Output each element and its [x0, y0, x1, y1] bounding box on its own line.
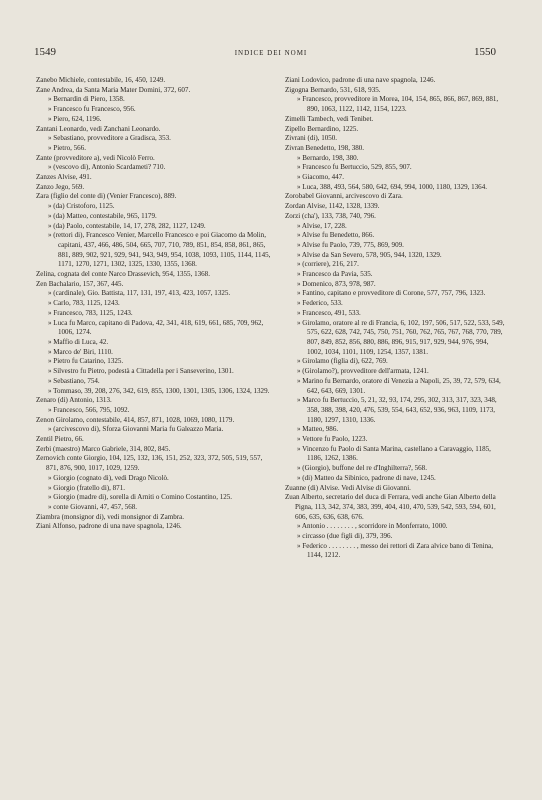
index-entry: » Carlo, 783, 1125, 1243.: [48, 299, 120, 308]
index-entry: » (di) Matteo da Sibinico, padrone di nave, 1245.: [297, 473, 436, 482]
index-entry: » (Giorgio), buffone del re d'Inghilterra?, 568.: [297, 464, 427, 473]
index-entry: » (Girolamo?), provveditore dell'armata, 1241.: [297, 367, 429, 376]
index-entry: » Silvestro fu Pietro, podestà a Cittadella per i Sanseverino, 1301.: [48, 367, 234, 376]
index-entry: Zen Bachalario, 157, 367, 445.: [36, 279, 124, 288]
index-entry: » Francesco, 491, 533.: [297, 308, 361, 317]
index-entry: » Francesco da Pavia, 535.: [297, 270, 373, 279]
index-entry: » Pietro, 566.: [48, 143, 86, 152]
index-entry: » Sebastiano, 754.: [48, 376, 100, 385]
index-entry: » Matteo, 986.: [297, 425, 339, 434]
index-entry: » Pietro fu Catarino, 1325.: [48, 357, 124, 366]
index-entry: » Piero, 624, 1196.: [48, 114, 102, 123]
index-entry: » Fantino, capitano e provveditore di Corone, 577, 757, 796, 1323.: [297, 289, 486, 298]
index-entry: » Vincenzo fu Paolo di Santa Marina, castellano a Caravaggio, 1185, 1186, 1262, 1386.: [297, 444, 491, 463]
index-entry: » Bernardo, 198, 380.: [297, 153, 359, 162]
index-entry: » Giorgio (cognato di), vedi Drago Nicolò.: [48, 473, 169, 482]
index-entry: Zanzo Jego, 569.: [36, 182, 85, 191]
index-entry: » Alvise fu Benedetto, 866.: [297, 231, 375, 240]
index-entry: » (da) Matteo, contestabile, 965, 1179.: [48, 211, 157, 220]
index-entry: Zordan Alvise, 1142, 1328, 1339.: [285, 202, 380, 211]
index-entry: » Maffio di Luca, 42.: [48, 337, 109, 346]
right-index-column: [285, 76, 505, 561]
index-entry: Zelina, cognata del conte Narco Drassevich, 954, 1355, 1368.: [36, 270, 210, 279]
index-entry: Zerbi (maestro) Marco Gabriele, 314, 802, 845.: [36, 444, 171, 453]
index-entry: » Sebastiano, provveditore a Gradisca, 353.: [48, 134, 171, 143]
index-entry: » circasso (due figli di), 379, 396.: [297, 532, 393, 541]
running-title: INDICE DEI NOMI: [234, 49, 308, 57]
index-entry: » Francesco, 566, 795, 1092.: [48, 405, 130, 414]
index-entry: Ziani Alfonso, padrone di una nave spagnola, 1246.: [36, 522, 182, 531]
index-entry: » conte Giovanni, 47, 457, 568.: [48, 502, 138, 511]
index-entry: Zuanne (di) Alvise. Vedi Alvise di Giovanni.: [285, 483, 411, 492]
index-entry: Zigogna Bernardo, 531, 618, 935.: [285, 85, 381, 94]
index-entry: Zenon Girolamo, contestabile, 414, 857, 871, 1028, 1069, 1080, 1179.: [36, 415, 235, 424]
index-entry: Zuan Alberto, secretario del duca di Ferrara, vedi anche Gian Alberto della Pigna, 113, 342, 374, 383, 399, 404, 410, 470, 539, 542, 593, 594, 601, 606, 635, 636, 638, 676.: [285, 493, 496, 521]
index-entry: » (vescovo di), Antonio Scardameti? 710.: [48, 163, 166, 172]
index-entry: Zimelli Tambech, vedi Tenibet.: [285, 114, 374, 123]
index-entry: » (rettori di), Francesco Venier, Marcello Francesco e poi Giacomo da Molin, capitani, 437, 466, 486, 504, 665, 707, 710, 789, 851, 854, 858, 861, 865, 881, 889, 902, 921, 929, 941, 943, 949, 954, 1038, 1093, 1105, 1144, 1145, 1171, 1270, 1271, 1302, 1325, 1330, 1355, 1368.: [48, 231, 271, 269]
index-entry: » Luca, 388, 493, 564, 580, 642, 694, 994, 1000, 1180, 1329, 1364.: [297, 182, 487, 191]
index-entry: » Girolamo, oratore al re di Francia, 6, 102, 197, 506, 517, 522, 533, 549, 575, 622, 628, 742, 745, 750, 751, 760, 762, 765, 767, 768, 770, 789, 807, 849, 852, 856, 880, 886, 896, 915, 917, 929, 944, 976, 994, 1002, 1034, 1101, 1109, 1254, 1357, 1381.: [297, 318, 505, 356]
index-entry: Zentil Pietro, 66.: [36, 435, 84, 444]
index-entry: » Francesco, provveditore in Morea, 104, 154, 865, 866, 867, 869, 881, 890, 1063, 1122, 1142, 1154, 1223.: [297, 95, 499, 114]
index-entry: » Giorgio (madre di), sorella di Arniti o Comino Costantino, 125.: [48, 493, 233, 502]
index-entry: » (da) Cristoforo, 1125.: [48, 202, 115, 211]
index-entry: » Federico . . . . . . . . , messo dei rettori di Zara alvice bano di Tenina, 1144, 1212.: [297, 541, 494, 560]
index-entry: » Marco de' Biri, 1110.: [48, 347, 113, 356]
index-entry: » Marino fu Bernardo, oratore di Venezia a Napoli, 25, 39, 72, 579, 634, 642, 643, 669, 1301.: [297, 376, 501, 395]
index-entry: » Vettore fu Paolo, 1223.: [297, 435, 368, 444]
index-entry: » (cardinale), Gio. Battista, 117, 131, 197, 413, 423, 1057, 1325.: [48, 289, 231, 298]
index-entry: » Alvise da San Severo, 578, 905, 944, 1320, 1329.: [297, 250, 442, 259]
index-entry: » Francesco fu Francesco, 956.: [48, 105, 136, 114]
left-page-number: 1549: [34, 46, 56, 58]
index-entry: » Alvise, 17, 228.: [297, 221, 347, 230]
right-page-number: 1550: [474, 46, 496, 58]
index-entry: » Francesco fu Bertuccio, 529, 855, 907.: [297, 163, 412, 172]
index-entry: Ziambra (monsignor di), vedi monsignor di Zambra.: [36, 512, 184, 521]
index-entry: Zipello Bernardino, 1225.: [285, 124, 359, 133]
index-entry: » Giorgio (fratello di), 871.: [48, 483, 125, 492]
index-entry: » Francesco, 783, 1125, 1243.: [48, 308, 133, 317]
index-entry: Zivran Benedetto, 198, 380.: [285, 143, 365, 152]
index-entry: » Antonio . . . . . . . . , scorridore in Monferrato, 1000.: [297, 522, 448, 531]
index-entry: Zanzes Alvise, 491.: [36, 173, 92, 182]
index-entry: » Domenico, 873, 978, 987.: [297, 279, 376, 288]
index-entry: » Giacomo, 447.: [297, 173, 344, 182]
index-entry: Zorobabel Giovanni, arcivescovo di Zara.: [285, 192, 403, 201]
index-entry: » Bernardin di Piero, 1358.: [48, 95, 125, 104]
index-entry: Ziani Lodovico, padrone di una nave spagnola, 1246.: [285, 76, 436, 84]
index-entry: » Luca fu Marco, capitano di Padova, 42, 341, 418, 619, 661, 685, 709, 962, 1006, 1274.: [48, 318, 264, 337]
index-entry: Zernovich conte Giorgio, 104, 125, 132, 136, 151, 252, 323, 372, 505, 519, 557, 871, 876, 900, 1017, 1029, 1259.: [36, 454, 263, 473]
index-entry: » Girolamo (figlia di), 622, 769.: [297, 357, 388, 366]
index-entry: » (arcivescovo di), Sforza Giovanni Maria fu Galeazzo Maria.: [48, 425, 224, 434]
left-index-column: [36, 76, 276, 532]
index-entry: Zenaro (di) Antonio, 1313.: [36, 396, 112, 405]
index-entry: » (corriere), 216, 217.: [297, 260, 359, 269]
index-entry: Zorzi (cha'), 133, 738, 740, 796.: [285, 211, 376, 220]
index-entry: » Alvise fu Paolo, 739, 775, 869, 909.: [297, 240, 404, 249]
index-entry: Zantani Leonardo, vedi Zanchani Leonardo.: [36, 124, 161, 133]
index-entry: » Tommaso, 39, 208, 276, 342, 619, 855, 1300, 1301, 1305, 1306, 1324, 1329.: [48, 386, 270, 395]
index-entry: » Federico, 533.: [297, 299, 343, 308]
index-entry: » Marco fu Bertuccio, 5, 21, 32, 93, 174, 295, 302, 313, 317, 323, 348, 358, 388, 398, 420, 476, 539, 554, 643, 652, 936, 963, 1109, 1173, 1180, 1297, 1310, 1336.: [297, 396, 497, 424]
index-entry: Zante (provveditore a), vedi Nicolò Ferro.: [36, 153, 155, 162]
index-entry: Zara (figlio del conte di) (Venier Francesco), 889.: [36, 192, 177, 201]
index-entry: Zanebo Michiele, contestabile, 16, 450, 1249.: [36, 76, 166, 84]
index-entry: Zivrani (di), 1050.: [285, 134, 338, 143]
index-entry: Zane Andrea, da Santa Maria Mater Domini, 372, 607.: [36, 85, 191, 94]
index-entry: » (da) Paolo, contestabile, 14, 17, 278, 282, 1127, 1249.: [48, 221, 206, 230]
